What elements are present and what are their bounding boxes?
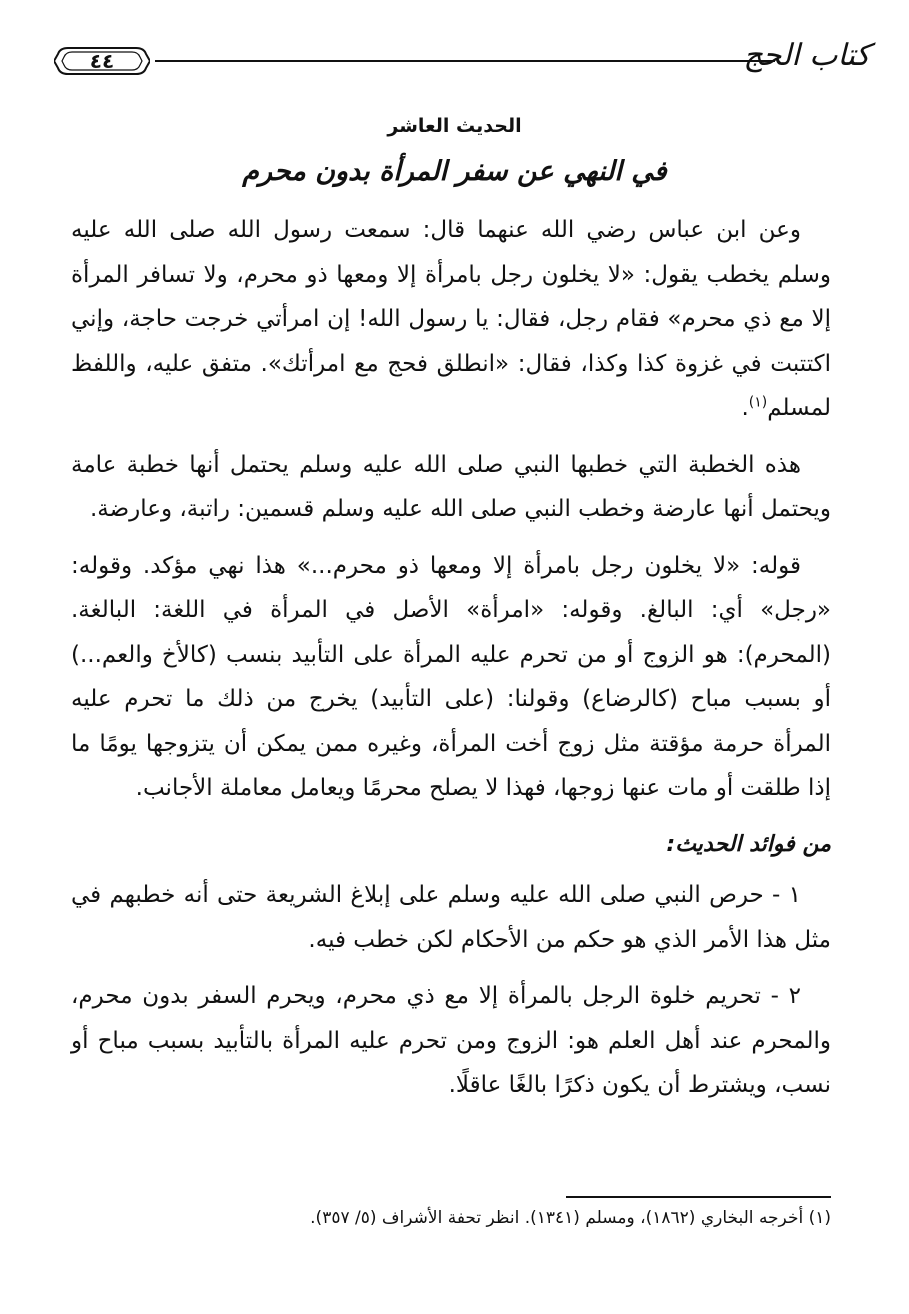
page-number: ٤٤ (89, 49, 115, 73)
footnote-separator (566, 1196, 831, 1198)
main-text (71, 208, 831, 1120)
benefit-item: ٢ - تحريم خلوة الرجل بالمرأة إلا مع ذي محرم، ويحرم السفر بدون محرم، والمحرم عند أهل العلم هو: الزوج ومن تحرم عليه المرأة بالتأبيد بسبب مباح أو نسب، ويشترط أن يكون ذكرًا بالغًا عاقلًا. (71, 983, 831, 1098)
book-title: كتاب الحج (743, 38, 870, 73)
benefits-heading: من فوائد الحديث: (666, 831, 831, 857)
benefit-item: ١ - حرص النبي صلى الله عليه وسلم على إبلاغ الشريعة حتى أنه خطبهم في مثل هذا الأمر الذي هو حكم من الأحكام لكن خطب فيه. (71, 882, 831, 953)
section-heading: الحديث العاشر (387, 115, 522, 137)
page-header (40, 30, 870, 90)
footnote: (١) أخرجه البخاري (١٨٦٢)، ومسلم (١٣٤١). انظر تحفة الأشراف (٥/ ٣٥٧). (310, 1208, 831, 1228)
hadith-title: في النهي عن سفر المرأة بدون محرم (242, 156, 667, 187)
commentary-paragraph: هذه الخطبة التي خطبها النبي صلى الله عليه وسلم يحتمل أنها خطبة عامة ويحتمل أنها عارضة وخطب النبي صلى الله عليه وسلم قسمين: راتبة، وعارضة. (71, 451, 831, 522)
header-rule (155, 60, 775, 62)
explanation-paragraph: قوله: «لا يخلون رجل بامرأة إلا ومعها ذو محرم...» هذا نهي مؤكد. وقوله: «رجل» أي: البالغ. وقوله: «امرأة» الأصل في المرأة في اللغة: البالغة. (المحرم): هو الزوج أو من تحرم عليه المرأة على التأبيد بنسب (كالأخ والعم...) أو بسبب مباح (كالرضاع) وقولنا: (على التأبيد) يخرج من ذلك ما تحرم عليه المرأة حرمة مؤقتة مثل زوج أخت المرأة، وغيره ممن يمكن أن يتزوجها يومًا ما إذا طلقت أو مات عنها زوجها، فهذا لا يصلح محرمًا ويعامل معاملة الأجانب. (71, 552, 831, 801)
page-number-ornament (54, 44, 150, 78)
footnote-marker: (١) (748, 394, 768, 411)
hadith-text: وعن ابن عباس رضي الله عنهما قال: سمعت رسول الله صلى الله عليه وسلم يخطب يقول: «لا يخلون رجل بامرأة إلا ومعها ذو محرم، ولا تسافر المرأة إلا مع ذي محرم» فقام رجل، فقال: يا رسول الله! إن امرأتي خرجت حاجة، وإني اكتتبت في غزوة كذا وكذا، فقال: «انطلق فحج مع امرأتك». متفق عليه، واللفظ لمسلم (71, 217, 831, 421)
hadith-text-paragraph: وعن ابن عباس رضي الله عنهما قال: سمعت رسول الله صلى الله عليه وسلم يخطب يقول: «لا يخلون رجل بامرأة إلا ومعها ذو محرم، ولا تسافر المرأة إلا مع ذي محرم» فقام رجل، فقال: يا رسول الله! إن امرأتي خرجت حاجة، وإني اكتتبت في غزوة كذا وكذا، فقال: «انطلق فحج مع امرأتك». متفق عليه، واللفظ لمسلم$^{(١)}$. (71, 217, 831, 421)
